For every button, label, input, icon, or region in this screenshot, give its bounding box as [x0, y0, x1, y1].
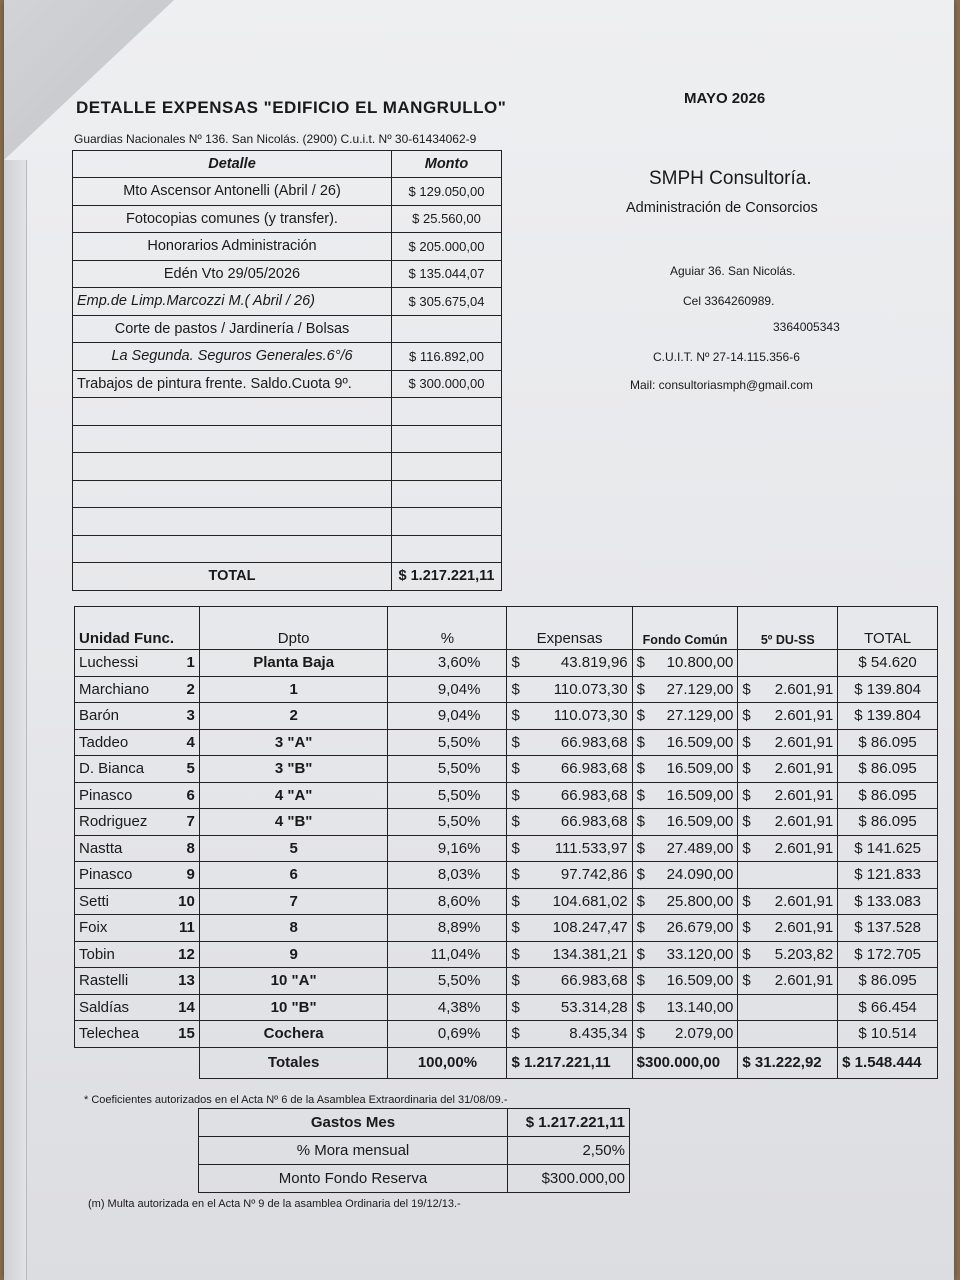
expense-row: [73, 343, 502, 371]
unit-row: [75, 703, 938, 730]
summary-row: [199, 1137, 630, 1165]
totals-label: Totales: [199, 1047, 388, 1078]
currency-sign: $: [511, 998, 520, 1016]
detail-total-row: [73, 563, 502, 591]
summary-row: [199, 1165, 630, 1193]
unit-dpto: 7: [199, 888, 388, 915]
unit-dpto: Cochera: [199, 1021, 388, 1048]
firm-phone: Cel 3364260989.: [683, 294, 775, 308]
empty-row: [73, 398, 502, 426]
amount: 2.079,00: [675, 1025, 734, 1043]
amount: 2.601,91: [774, 892, 834, 910]
unit-number: 10: [171, 888, 199, 915]
unit-total: $ 133.083: [838, 888, 938, 915]
owner-name: Pinasco: [75, 782, 172, 809]
unit-dpto: 4 "A": [199, 782, 388, 809]
unit-number: 15: [171, 1021, 199, 1048]
expense-row: [73, 288, 502, 316]
unit-fondo: [632, 756, 738, 783]
amount: 2.601,91: [774, 680, 834, 698]
currency-sign: $: [511, 866, 520, 884]
unit-pct: 8,60%: [388, 888, 507, 915]
totals-pct: 100,00%: [388, 1047, 507, 1078]
unit-number: 1: [171, 650, 199, 677]
unit-fondo: [632, 915, 738, 942]
col-expensas: Expensas: [507, 607, 632, 650]
unit-number: 5: [171, 756, 199, 783]
unit-fondo: [632, 809, 738, 836]
amount: 26.679,00: [666, 919, 734, 937]
summary-row: [199, 1109, 630, 1137]
unit-fondo: [632, 994, 738, 1021]
unit-row: [75, 941, 938, 968]
unit-expensas: [507, 888, 632, 915]
currency-sign: $: [742, 945, 751, 963]
amount: 16.509,00: [666, 786, 734, 804]
amount: 43.819,96: [560, 654, 628, 672]
totals-du: $ 31.222,92: [738, 1047, 838, 1078]
currency-sign: $: [636, 839, 645, 857]
unit-expensas: [507, 941, 632, 968]
unit-fondo: [632, 729, 738, 756]
col-unidad: Unidad Func.: [75, 607, 200, 650]
currency-sign: $: [742, 972, 751, 990]
unit-dpto: 10 "B": [199, 994, 388, 1021]
unit-total: $ 139.804: [838, 703, 938, 730]
unit-pct: 9,04%: [388, 676, 507, 703]
summary-value: 2,50%: [508, 1137, 630, 1165]
currency-sign: $: [636, 919, 645, 937]
unit-number: 2: [171, 676, 199, 703]
unit-du: [738, 941, 838, 968]
unit-row: [75, 994, 938, 1021]
amount: 27.129,00: [666, 680, 734, 698]
unit-total: $ 86.095: [838, 729, 938, 756]
unit-du: [738, 994, 838, 1021]
unit-total: $ 10.514: [838, 1021, 938, 1048]
currency-sign: $: [636, 866, 645, 884]
summary-value: $ 1.217.221,11: [508, 1109, 630, 1137]
unit-row: [75, 756, 938, 783]
summary-table: [198, 1108, 630, 1193]
amount: 2.601,91: [774, 786, 834, 804]
expense-amount: [392, 315, 502, 343]
currency-sign: $: [511, 733, 520, 751]
owner-name: Barón: [75, 703, 172, 730]
currency-sign: $: [636, 786, 645, 804]
currency-sign: $: [511, 680, 520, 698]
amount: 33.120,00: [666, 945, 734, 963]
summary-label: Monto Fondo Reserva: [199, 1165, 508, 1193]
expense-row: [73, 260, 502, 288]
currency-sign: $: [511, 919, 520, 937]
expense-amount: $ 116.892,00: [392, 343, 502, 371]
amount: 2.601,91: [774, 919, 834, 937]
unit-number: 12: [171, 941, 199, 968]
amount: 2.601,91: [774, 813, 834, 831]
unit-number: 14: [171, 994, 199, 1021]
summary-label: Gastos Mes: [199, 1109, 508, 1137]
unit-expensas: [507, 703, 632, 730]
unit-fondo: [632, 941, 738, 968]
currency-sign: $: [511, 972, 520, 990]
unit-du: [738, 835, 838, 862]
totals-fondo: $300.000,00: [632, 1047, 738, 1078]
summary-label: % Mora mensual: [199, 1137, 508, 1165]
owner-name: Tobin: [75, 941, 172, 968]
currency-sign: $: [636, 892, 645, 910]
unit-expensas: [507, 968, 632, 995]
amount: 16.509,00: [666, 813, 734, 831]
currency-sign: $: [511, 945, 520, 963]
unit-expensas: [507, 835, 632, 862]
firm-cuit: C.U.I.T. Nº 27-14.115.356-6: [653, 350, 800, 364]
expense-row: [73, 233, 502, 261]
empty-row: [73, 453, 502, 481]
unit-total: $ 137.528: [838, 915, 938, 942]
currency-sign: $: [511, 1025, 520, 1043]
amount: 2.601,91: [774, 707, 834, 725]
unit-fondo: [632, 968, 738, 995]
unit-expensas: [507, 1021, 632, 1048]
unit-total: $ 121.833: [838, 862, 938, 889]
unit-fondo: [632, 1021, 738, 1048]
owner-name: Rastelli: [75, 968, 172, 995]
expense-amount: $ 135.044,07: [392, 260, 502, 288]
empty-row: [73, 535, 502, 563]
document-title: DETALLE EXPENSAS "EDIFICIO EL MANGRULLO": [76, 98, 507, 117]
expense-description: Mto Ascensor Antonelli (Abril / 26): [73, 178, 392, 206]
amount: 108.247,47: [552, 919, 628, 937]
col-dpto: Dpto: [199, 607, 388, 650]
unit-row: [75, 729, 938, 756]
unit-pct: 5,50%: [388, 809, 507, 836]
owner-name: Pinasco: [75, 862, 172, 889]
unit-dpto: 2: [199, 703, 388, 730]
currency-sign: $: [511, 707, 520, 725]
amount: 110.073,30: [553, 707, 628, 725]
totals-total: $ 1.548.444: [838, 1047, 938, 1078]
unit-dpto: 4 "B": [199, 809, 388, 836]
detail-total-value: $ 1.217.221,11: [392, 563, 502, 591]
unit-row: [75, 1021, 938, 1048]
unit-total: $ 66.454: [838, 994, 938, 1021]
amount: 66.983,68: [560, 972, 628, 990]
unit-total: $ 86.095: [838, 756, 938, 783]
currency-sign: $: [636, 654, 645, 672]
unit-number: 11: [171, 915, 199, 942]
currency-sign: $: [636, 972, 645, 990]
unit-total: $ 54.620: [838, 650, 938, 677]
unit-du: [738, 729, 838, 756]
unit-row: [75, 782, 938, 809]
amount: 66.983,68: [560, 813, 628, 831]
expense-description: Emp.de Limp.Marcozzi M.( Abril / 26): [73, 288, 392, 316]
unit-pct: 4,38%: [388, 994, 507, 1021]
amount: 2.601,91: [774, 760, 834, 778]
currency-sign: $: [511, 786, 520, 804]
expense-description: Honorarios Administración: [73, 233, 392, 261]
amount: 5.203,82: [774, 945, 834, 963]
unit-du: [738, 888, 838, 915]
firm-subtitle: Administración de Consorcios: [626, 200, 818, 216]
owner-name: D. Bianca: [75, 756, 172, 783]
unit-du: [738, 650, 838, 677]
amount: 66.983,68: [560, 733, 628, 751]
unit-dpto: 10 "A": [199, 968, 388, 995]
unit-pct: 0,69%: [388, 1021, 507, 1048]
currency-sign: $: [742, 760, 751, 778]
currency-sign: $: [636, 945, 645, 963]
expense-row: [73, 205, 502, 233]
fine-note: (m) Multa autorizada en el Acta Nº 9 de la asamblea Ordinaria del 19/12/13.-: [88, 1198, 461, 1210]
owner-name: Saldías: [75, 994, 172, 1021]
expense-amount: $ 25.560,00: [392, 205, 502, 233]
unit-row: [75, 915, 938, 942]
currency-sign: $: [742, 919, 751, 937]
unit-fondo: [632, 835, 738, 862]
unit-row: [75, 809, 938, 836]
currency-sign: $: [636, 760, 645, 778]
unit-total: $ 86.095: [838, 968, 938, 995]
unit-du: [738, 756, 838, 783]
amount: 24.090,00: [666, 866, 734, 884]
unit-du: [738, 915, 838, 942]
unit-dpto: 3 "A": [199, 729, 388, 756]
detail-total-label: TOTAL: [73, 563, 392, 591]
unit-number: 7: [171, 809, 199, 836]
unit-number: 9: [171, 862, 199, 889]
unit-expensas: [507, 650, 632, 677]
currency-sign: $: [511, 760, 520, 778]
expense-amount: $ 305.675,04: [392, 288, 502, 316]
currency-sign: $: [742, 733, 751, 751]
amount: 134.381,21: [552, 945, 628, 963]
paper-edge: [4, 160, 27, 1280]
amount: 2.601,91: [774, 733, 834, 751]
owner-name: Foix: [75, 915, 172, 942]
unit-dpto: 8: [199, 915, 388, 942]
unit-row: [75, 968, 938, 995]
unit-dpto: 9: [199, 941, 388, 968]
amount: 2.601,91: [774, 972, 834, 990]
amount: 27.129,00: [666, 707, 734, 725]
unit-expensas: [507, 729, 632, 756]
unit-fondo: [632, 888, 738, 915]
amount: 2.601,91: [774, 839, 834, 857]
expense-amount: $ 129.050,00: [392, 178, 502, 206]
expense-row: [73, 370, 502, 398]
amount: 10.800,00: [666, 654, 734, 672]
currency-sign: $: [742, 786, 751, 804]
unit-dpto: 3 "B": [199, 756, 388, 783]
unit-fondo: [632, 676, 738, 703]
unit-number: 8: [171, 835, 199, 862]
empty-row: [73, 425, 502, 453]
unit-du: [738, 782, 838, 809]
col-fondo: Fondo Común: [632, 607, 738, 650]
unit-dpto: 5: [199, 835, 388, 862]
col-detalle: Detalle: [73, 151, 392, 178]
firm-address: Aguiar 36. San Nicolás.: [670, 264, 796, 278]
unit-total: $ 139.804: [838, 676, 938, 703]
currency-sign: $: [636, 1025, 645, 1043]
amount: 110.073,30: [553, 680, 628, 698]
unit-expensas: [507, 782, 632, 809]
owner-name: Telechea: [75, 1021, 172, 1048]
unit-number: 13: [171, 968, 199, 995]
owner-name: Nastta: [75, 835, 172, 862]
unit-expensas: [507, 862, 632, 889]
unit-total: $ 86.095: [838, 809, 938, 836]
currency-sign: $: [742, 839, 751, 857]
amount: 27.489,00: [666, 839, 734, 857]
unit-expensas: [507, 676, 632, 703]
unit-fondo: [632, 782, 738, 809]
unit-dpto: Planta Baja: [199, 650, 388, 677]
unit-du: [738, 676, 838, 703]
amount: 13.140,00: [666, 998, 734, 1016]
currency-sign: $: [511, 654, 520, 672]
owner-name: Taddeo: [75, 729, 172, 756]
expense-description: Edén Vto 29/05/2026: [73, 260, 392, 288]
unit-pct: 8,89%: [388, 915, 507, 942]
unit-fondo: [632, 650, 738, 677]
expense-amount: $ 205.000,00: [392, 233, 502, 261]
unit-pct: 5,50%: [388, 782, 507, 809]
unit-pct: 5,50%: [388, 756, 507, 783]
document-page: [4, 0, 954, 1280]
unit-row: [75, 835, 938, 862]
expense-description: Trabajos de pintura frente. Saldo.Cuota 9º.: [73, 370, 392, 398]
owner-name: Marchiano: [75, 676, 172, 703]
col-total: TOTAL: [838, 607, 938, 650]
unit-expensas: [507, 994, 632, 1021]
unit-dpto: 1: [199, 676, 388, 703]
amount: 16.509,00: [666, 972, 734, 990]
unit-du: [738, 809, 838, 836]
col-du: 5º DU-SS: [738, 607, 838, 650]
unit-du: [738, 1021, 838, 1048]
amount: 25.800,00: [666, 892, 734, 910]
unit-number: 3: [171, 703, 199, 730]
currency-sign: $: [742, 892, 751, 910]
unit-expensas: [507, 809, 632, 836]
units-table: [74, 606, 938, 1079]
amount: 97.742,86: [560, 866, 628, 884]
unit-fondo: [632, 862, 738, 889]
coefficients-note: * Coeficientes autorizados en el Acta Nº 6 de la Asamblea Extraordinaria del 31/08/09.-: [84, 1094, 508, 1106]
unit-pct: 5,50%: [388, 729, 507, 756]
currency-sign: $: [511, 892, 520, 910]
amount: 8.435,34: [569, 1025, 628, 1043]
amount: 53.314,28: [560, 998, 628, 1016]
unit-pct: 9,04%: [388, 703, 507, 730]
unit-number: 4: [171, 729, 199, 756]
unit-du: [738, 703, 838, 730]
currency-sign: $: [636, 733, 645, 751]
unit-row: [75, 888, 938, 915]
unit-total: $ 86.095: [838, 782, 938, 809]
currency-sign: $: [742, 813, 751, 831]
expense-row: [73, 315, 502, 343]
expense-row: [73, 178, 502, 206]
currency-sign: $: [742, 707, 751, 725]
unit-row: [75, 650, 938, 677]
empty-row: [73, 508, 502, 536]
unit-row: [75, 676, 938, 703]
currency-sign: $: [636, 813, 645, 831]
unit-pct: 8,03%: [388, 862, 507, 889]
unit-pct: 11,04%: [388, 941, 507, 968]
expense-detail-table: [72, 150, 502, 591]
building-address: Guardias Nacionales Nº 136. San Nicolás. (2900) C.u.i.t. Nº 30-61434062-9: [74, 132, 477, 146]
unit-row: [75, 862, 938, 889]
currency-sign: $: [511, 813, 520, 831]
currency-sign: $: [636, 680, 645, 698]
amount: 111.533,97: [554, 839, 628, 857]
firm-email: Mail: consultoriasmph@gmail.com: [630, 378, 813, 392]
unit-expensas: [507, 756, 632, 783]
currency-sign: $: [511, 839, 520, 857]
amount: 16.509,00: [666, 733, 734, 751]
amount: 104.681,02: [552, 892, 628, 910]
unit-pct: 5,50%: [388, 968, 507, 995]
expense-description: Fotocopias comunes (y transfer).: [73, 205, 392, 233]
unit-number: 6: [171, 782, 199, 809]
totals-expensas: $ 1.217.221,11: [507, 1047, 632, 1078]
expense-description: La Segunda. Seguros Generales.6°/6: [73, 343, 392, 371]
currency-sign: $: [742, 680, 751, 698]
unit-pct: 9,16%: [388, 835, 507, 862]
amount: 66.983,68: [560, 786, 628, 804]
firm-name: SMPH Consultoría.: [649, 168, 812, 189]
col-monto: Monto: [392, 151, 502, 178]
totals-row: [75, 1047, 938, 1078]
owner-name: Luchessi: [75, 650, 172, 677]
summary-value: $300.000,00: [508, 1165, 630, 1193]
expense-amount: $ 300.000,00: [392, 370, 502, 398]
document-month: MAYO 2026: [684, 90, 766, 107]
amount: 16.509,00: [666, 760, 734, 778]
currency-sign: $: [636, 707, 645, 725]
empty-row: [73, 480, 502, 508]
firm-phone-2: 3364005343: [773, 320, 840, 334]
currency-sign: $: [636, 998, 645, 1016]
unit-fondo: [632, 703, 738, 730]
owner-name: Rodriguez: [75, 809, 172, 836]
unit-du: [738, 862, 838, 889]
owner-name: Setti: [75, 888, 172, 915]
unit-total: $ 141.625: [838, 835, 938, 862]
unit-expensas: [507, 915, 632, 942]
unit-du: [738, 968, 838, 995]
expense-description: Corte de pastos / Jardinería / Bolsas: [73, 315, 392, 343]
unit-total: $ 172.705: [838, 941, 938, 968]
col-pct: %: [388, 607, 507, 650]
amount: 66.983,68: [560, 760, 628, 778]
unit-pct: 3,60%: [388, 650, 507, 677]
unit-dpto: 6: [199, 862, 388, 889]
